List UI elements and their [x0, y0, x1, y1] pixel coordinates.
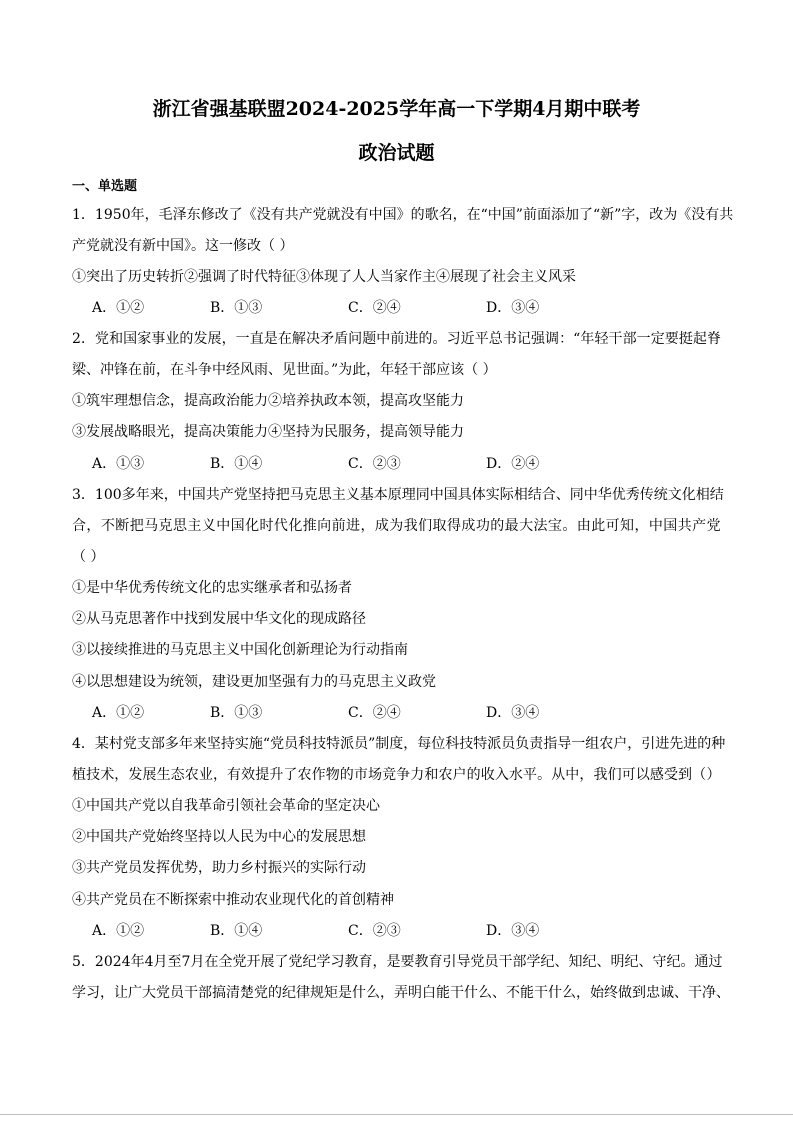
question-4-statement-3: ③共产党员发挥优势，助力乡村振兴的实际行动: [72, 860, 366, 876]
question-4-statement-2: ②中国共产党始终坚持以人民为中心的发展思想: [72, 829, 366, 845]
question-1-statements: ①突出了历史转折②强调了时代特征③体现了人人当家作主④展现了社会主义风采: [72, 269, 576, 285]
question-2-stem-line-1: 2 ． 党 和 国 家 事 业 的 发 展 ， 一 直 是 在 解 决 矛 盾 问 题 中 前 进 的 。 习 近 平 总 书 记 强 调 ： “ 年 轻 干 部 一 定 要 挺 起 脊: [72, 331, 721, 347]
option-d[interactable]: D．③④: [486, 300, 540, 316]
question-3-statement-3: ③以接续推进的马克思主义中国化创新理论为行动指南: [72, 642, 408, 658]
question-3-statement-4: ④以思想建设为统领，建设更加坚强有力的马克思主义政党: [72, 674, 436, 690]
question-2-statement-2: ③发展战略眼光，提高决策能力④坚持为民服务，提高领导能力: [72, 424, 464, 440]
section-heading: 一、单选题: [72, 179, 138, 194]
question-2-statement-1: ①筑牢理想信念，提高政治能力②培养执政本领，提高攻坚能力: [72, 393, 464, 409]
exam-title: 浙江省强基联盟2024-2025学年高一下学期4月期中联考: [152, 98, 641, 120]
option-b[interactable]: B．①④: [210, 923, 263, 939]
question-4-stem-line-2: 植 技 术 ， 发 展 生 态 农 业 ， 有 效 提 升 了 农 作 物 的 市 场 竞 争 力 和 农 户 的 收 入 水 平 。 从 中 ， 我 们 可 以 感 受 到 （ ）: [72, 767, 721, 783]
option-c[interactable]: C．②④: [348, 705, 401, 721]
option-c[interactable]: C．②③: [348, 923, 401, 939]
option-a[interactable]: A．①②: [92, 923, 145, 939]
question-3-stem-line-1: 3 ． 1 0 0 多 年 来 ， 中 国 共 产 党 坚 持 把 马 克 思 主 义 基 本 原 理 同 中 国 具 体 实 际 相 结 合 、 同 中 华 优 秀 传 统 文 化 相 结: [72, 487, 724, 503]
question-5-stem-line-2: 学 习 ， 让 广 大 党 员 干 部 搞 清 楚 党 的 纪 律 规 矩 是 什 么 ， 弄 明 白 能 干 什 么 、 不 能 干 什 么 ， 始 终 做 到 忠 诚 、 干 净 、: [72, 985, 730, 1001]
exam-subtitle: 政治试题: [358, 142, 435, 164]
question-4-stem-line-1: 4 ． 某 村 党 支 部 多 年 来 坚 持 实 施 “ 党 员 科 技 特 派 员 ” 制 度 ， 每 位 科 技 特 派 员 负 责 指 导 一 组 农 户 ， 引 进 先 进 的 种: [72, 736, 726, 752]
question-5-stem-line-1: 5 ． 2 0 2 4 年 4 月 至 7 月 在 全 党 开 展 了 党 纪 学 习 教 育 ， 是 要 教 育 引 导 党 员 干 部 学 纪 、 知 纪 、 明 纪 、 守 纪 。 通 过: [72, 954, 723, 970]
question-4-statement-4: ④共产党员在不断探索中推动农业现代化的首创精神: [72, 892, 394, 908]
question-3-stem-line-3: （ ）: [72, 549, 105, 565]
option-d[interactable]: D．③④: [486, 705, 540, 721]
option-b[interactable]: B．①③: [210, 300, 263, 316]
option-d[interactable]: D．②④: [486, 456, 540, 472]
question-3-stem-line-2: 合 ， 不 断 把 马 克 思 主 义 中 国 化 时 代 化 推 向 前 进 ， 成 为 我 们 取 得 成 功 的 最 大 法 宝 。 由 此 可 知 ， 中 国 共 产 党: [72, 518, 721, 534]
option-a[interactable]: A．①③: [92, 456, 145, 472]
option-d[interactable]: D．③④: [486, 923, 540, 939]
option-b[interactable]: B．①④: [210, 456, 263, 472]
question-4-statement-1: ①中国共产党以自我革命引领社会革命的坚定决心: [72, 798, 380, 814]
question-2-stem-line-2: 梁、冲锋在前，在斗争中经风雨、见世面。”为此，年轻干部应该（ ）: [72, 362, 497, 378]
option-a[interactable]: A．①②: [92, 705, 145, 721]
option-a[interactable]: A．①②: [92, 300, 145, 316]
question-3-statement-2: ②从马克思著作中找到发展中华文化的现成路径: [72, 611, 366, 627]
option-b[interactable]: B．①③: [210, 705, 263, 721]
question-1-stem-line-2: 产党就没有新中国》。这一修改（ ）: [72, 238, 294, 254]
question-1-stem-line-1: 1 ． 1 9 5 0 年 ， 毛 泽 东 修 改 了 《 没 有 共 产 党 就 没 有 中 国 》 的 歌 名 ， 在 “ 中 国 ” 前 面 添 加 了 “ 新 ” 字 ， 改 为 《 没 有 共: [72, 207, 734, 223]
page-bottom-rule: [0, 1114, 793, 1115]
option-c[interactable]: C．②③: [348, 456, 401, 472]
option-c[interactable]: C．②④: [348, 300, 401, 316]
question-3-statement-1: ①是中华优秀传统文化的忠实继承者和弘扬者: [72, 580, 352, 596]
